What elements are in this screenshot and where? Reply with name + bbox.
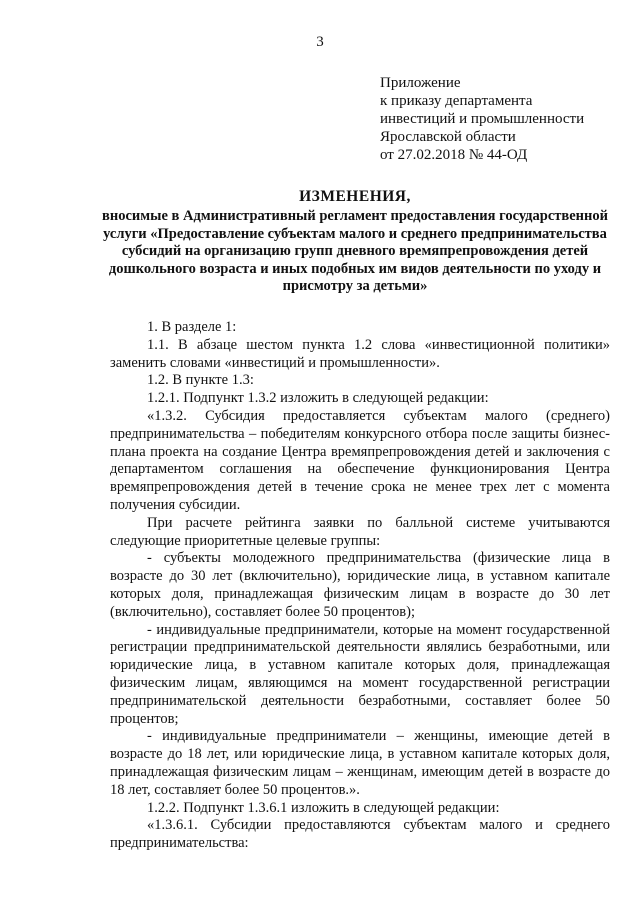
paragraph: При расчете рейтинга заявки по балльной системе учитываются следующие приоритетные целевые группы: (110, 514, 610, 549)
document-title: ИЗМЕНЕНИЯ, (299, 188, 411, 205)
paragraph: 1. В разделе 1: (147, 319, 237, 335)
appendix-block (380, 74, 630, 164)
paragraph: «1.3.6.1. Субсидии предоставляются субъектам малого и среднего предпринимательства: (110, 817, 610, 852)
document-body (110, 319, 610, 853)
paragraph: 1.2. В пункте 1.3: (147, 372, 254, 389)
appendix-line: Приложение (380, 75, 461, 91)
bullet-paragraph: - индивидуальные предприниматели – женщины, имеющие детей в возрасте до 18 лет, или юридические лица, в уставном капитале которых доля, принадлежащая физическим лицам – женщинам, имеющим детей в возрасте до 18 лет, составляет более 50 процентов.». (110, 728, 610, 798)
bullet-paragraph: - индивидуальные предприниматели, которые на момент государственной регистрации предпринимательской деятельности являлись безработными, или юридические лица, в уставном капитале которых доля, принадлежащая физическим лицам, являющимся на момент государственной регистрации предпринимательской деятельности безработными, составляет более 50 процентов; (110, 621, 610, 727)
paragraph: 1.2.2. Подпункт 1.3.6.1 изложить в следующей редакции: (147, 799, 500, 816)
appendix-line: от 27.02.2018 № 44-ОД (380, 147, 528, 163)
paragraph: 1.2.1. Подпункт 1.3.2 изложить в следующей редакции: (147, 390, 489, 407)
appendix-line: к приказу департамента (380, 93, 533, 109)
bullet-paragraph: - субъекты молодежного предпринимательства (физические лица в возрасте до 30 лет (включительно), юридические лица, в уставном капитале которых доля, принадлежащая физическим лицам в возрасте до 30 лет (включительно), составляет более 50 процентов); (110, 550, 610, 620)
appendix-line: Ярославской области (380, 129, 516, 145)
document-heading (95, 188, 615, 296)
paragraph: 1.1. В абзаце шестом пункта 1.2 слова «инвестиционной политики» заменить словами «инвестиций и промышленности». (110, 336, 610, 371)
paragraph: «1.3.2. Субсидия предоставляется субъектам малого (среднего) предпринимательства – победителям конкурсного отбора после защиты бизнес-плана проекта на создание Центра времяпрепровождения детей и заключения с департаментом соглашения на обеспечение функционирования Центра времяпрепровождения детей в течение срока не менее трех лет с момента получения субсидии. (110, 407, 610, 513)
appendix-line: инвестиций и промышленности (380, 111, 585, 127)
document-subtitle: вносимые в Административный регламент предоставления государственной услуги «Предоставление субъектам малого и среднего предпринимательства субсидий на организацию групп дневного времяпрепровождения детей дошкольного возраста и иных подобных им видов деятельности по уходу и присмотру за детьми» (102, 208, 608, 295)
page-number: 3 (316, 34, 324, 50)
